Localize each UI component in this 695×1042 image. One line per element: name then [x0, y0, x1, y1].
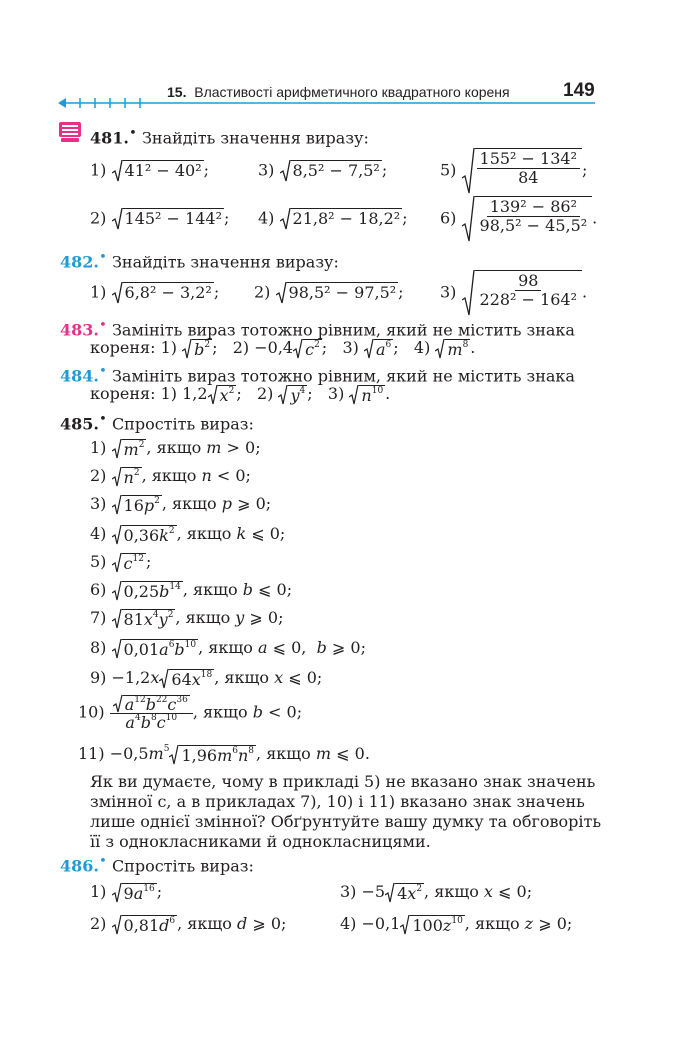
problem-482-item-2: 2) 98,5² − 97,5² ; — [254, 282, 404, 302]
problem-485-item-5: 5) $c^{12}$ ; — [90, 552, 152, 573]
problem-483-items: кореня: 1) $b^2$ ; 2) −0,4 $c^2$ ; 3) $a^6$ ; 4) $m^8$ . — [90, 338, 476, 359]
page-number: 149 — [563, 80, 595, 101]
problem-482-item-1: 1) 6,8² − 3,2² ; — [90, 282, 220, 302]
header-ruler — [58, 97, 595, 109]
problem-486-item-1: 1) $9a^{16}$ ; — [90, 882, 163, 903]
sqrt-sign: $\frac{\text{139² − 86²}}{\text{98,5² − 45,5²}}$ — [462, 196, 593, 242]
problem-485-item-7: 7) $81x^4y^2$ , якщо y ⩾ 0; — [90, 608, 284, 629]
problem-481-heading: 481.• Знайдіть значення виразу: — [90, 126, 369, 148]
problem-481-item-2: 2) 145² − 144² ; — [90, 208, 230, 228]
page-header — [0, 0, 695, 112]
problem-486-item-3: 3) −5 $4x^2$ , якщо x ⩽ 0; — [340, 882, 533, 903]
problem-483-heading: 483.• Замініть вираз тотожно рівним, який не містить знака — [60, 318, 575, 340]
problem-481-item-1: 1) 41² − 40² ; — [90, 160, 210, 180]
problem-485-item-10: 10) $\frac{a^{12}b^{22}c^{36}}{a^4b^8c^{10}}$ , якщо b < 0; — [78, 694, 303, 732]
sqrt-sign: 98,5² − 97,5² — [276, 282, 399, 304]
sqrt-sign: 145² − 144² — [112, 208, 224, 230]
problem-481-item-6: 6) $\frac{\text{139² − 86²}}{\text{98,5² − 45,5²}}$ . — [440, 196, 597, 242]
problem-482-heading: 482.• Знайдіть значення виразу: — [60, 250, 339, 272]
problem-485-item-2: 2) $n^2$ , якщо n < 0; — [90, 466, 251, 487]
problem-484-items: кореня: 1) 1,2 $x^2$ ; 2) $y^4$ ; 3) $n^{10}$ . — [90, 384, 391, 405]
problem-486-item-2: 2) $0,81d^6$ , якщо d ⩾ 0; — [90, 914, 287, 935]
sqrt-sign: $\frac{\text{155² − 134²}}{84}$ — [462, 148, 582, 194]
problem-485-item-3: 3) $16p^2$ , якщо p ⩾ 0; — [90, 494, 272, 515]
problem-485-item-6: 6) $0,25b^{14}$ , якщо b ⩽ 0; — [90, 580, 293, 601]
problem-481-item-3: 3) 8,5² − 7,5² ; — [258, 160, 388, 180]
sqrt-sign: $\frac{98}{\text{228² − 164²}}$ — [462, 270, 582, 316]
problem-485-item-1: 1) $m^2$ , якщо m > 0; — [90, 438, 261, 459]
problem-485-item-4: 4) $0,36k^2$ , якщо k ⩽ 0; — [90, 524, 286, 545]
section-title: 15. Властивості арифметичного квадратного кореня — [167, 84, 510, 100]
problem-485-item-11: $11) -0,5m^5$ $1,96m^6n^8$ , якщо m ⩽ 0. — [78, 744, 370, 765]
problem-482-item-3: 3) $\frac{98}{\text{228² − 164²}}$ . — [440, 270, 587, 316]
problem-485-question: Як ви думаєте, чому в прикладі 5) не вказано знак значень змінної c, а в прикладах 7), 10) і 11) вказано знак значень лише однієї змінної? Обґрунтуйте вашу думку та обговоріть її з однокласниками й однокласницями. — [90, 772, 602, 851]
computer-icon — [58, 121, 82, 143]
problem-481-item-4: 4) 21,8² − 18,2² ; — [258, 208, 408, 228]
sqrt-sign: 8,5² − 7,5² — [280, 160, 382, 182]
sqrt-sign: 41² − 40² — [112, 160, 204, 182]
problem-481-item-5: 5) $\frac{\text{155² − 134²}}{84}$ ; — [440, 148, 587, 194]
problem-484-heading: 484.• Замініть вираз тотожно рівним, який не містить знака — [60, 364, 575, 386]
problem-485-heading: 485.• Спростіть вираз: — [60, 412, 254, 434]
sqrt-sign: 6,8² − 3,2² — [112, 282, 214, 304]
problem-485-item-8: 8) $0,01a^6b^{10}$ , якщо a ⩽ 0, b ⩾ 0; — [90, 638, 366, 659]
sqrt-sign: 21,8² − 18,2² — [280, 208, 403, 230]
problem-485-item-9: 9) −1,2x $64x^{18}$ , якщо x ⩽ 0; — [90, 668, 323, 689]
problem-486-item-4: 4) −0,1 $100z^{10}$ , якщо z ⩾ 0; — [340, 914, 573, 935]
problem-486-heading: 486.• Спростіть вираз: — [60, 854, 254, 876]
